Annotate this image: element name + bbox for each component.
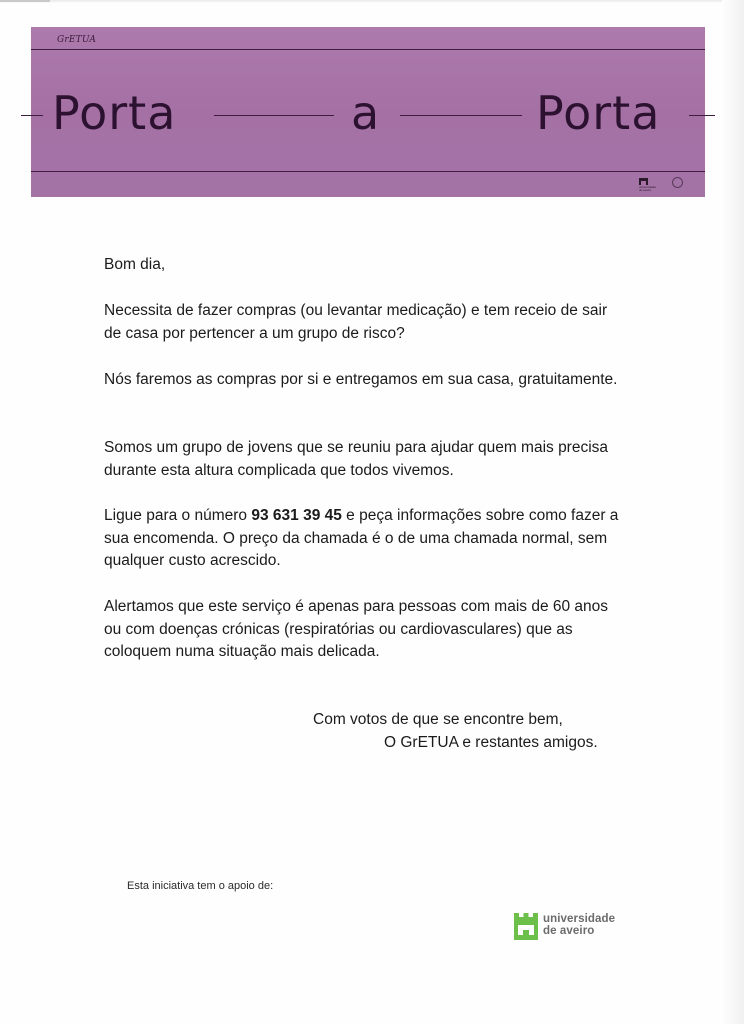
title-word-a: a xyxy=(351,86,381,140)
mini-seal-icon xyxy=(672,177,683,188)
paragraph-eligibility: Alertamos que este serviço é apenas para pessoas com mais de 60 anos ou com doenças crónicas (respiratórias ou cardiovasculares) que as coloquem numa situação mais delicada. xyxy=(104,598,609,660)
phone-number: 93 631 39 45 xyxy=(251,507,342,524)
title-dash xyxy=(214,115,334,116)
mini-university-text: universidade de aveiro xyxy=(639,185,657,192)
university-of-aveiro-icon xyxy=(514,913,538,940)
logo-line-2: de aveiro xyxy=(543,925,595,937)
title-dash xyxy=(21,115,43,116)
paragraph-about: Somos um grupo de jovens que se reuniu para ajudar quem mais precisa durante esta altura complicada que todos vivemos. xyxy=(104,439,609,479)
university-logo-text xyxy=(543,913,615,937)
title-word-porta-2: Porta xyxy=(536,86,661,140)
title-word-porta-1: Porta xyxy=(52,86,177,140)
banner-brand: GrETUA xyxy=(57,35,97,45)
logo-line-1: universidade xyxy=(543,913,616,925)
banner-rule-top xyxy=(31,49,705,50)
paragraph-question: Necessita de fazer compras (ou levantar medicação) e tem receio de sair de casa por pertencer a um grupo de risco? xyxy=(104,302,608,342)
banner-logos xyxy=(639,176,699,194)
university-logo xyxy=(514,912,624,942)
contact-text-before: Ligue para o número xyxy=(104,507,252,524)
paragraph-offer: Nós faremos as compras por si e entregamos em sua casa, gratuitamente. xyxy=(104,371,618,388)
banner-rule-bottom xyxy=(31,171,705,172)
title-dash xyxy=(689,115,715,116)
greeting: Bom dia, xyxy=(104,256,166,273)
closing xyxy=(313,708,633,754)
banner-title xyxy=(31,83,705,143)
contact-text-after: e peça informações sobre como fazer a sua encomenda. O preço da chamada é o de uma chamada normal, sem qualquer custo acrescido. xyxy=(104,507,619,569)
scan-edge-right xyxy=(722,0,744,1024)
header-banner xyxy=(31,27,705,197)
scan-mark xyxy=(0,0,50,2)
title-dash xyxy=(400,115,522,116)
paragraph-contact xyxy=(104,505,624,573)
support-text: Esta iniciativa tem o apoio de: xyxy=(127,880,274,892)
closing-signature: O GrETUA e restantes amigos. xyxy=(384,734,598,751)
closing-line-1: Com votos de que se encontre bem, xyxy=(313,711,563,728)
mini-university-icon xyxy=(639,178,648,185)
scan-edge-top xyxy=(0,0,744,3)
